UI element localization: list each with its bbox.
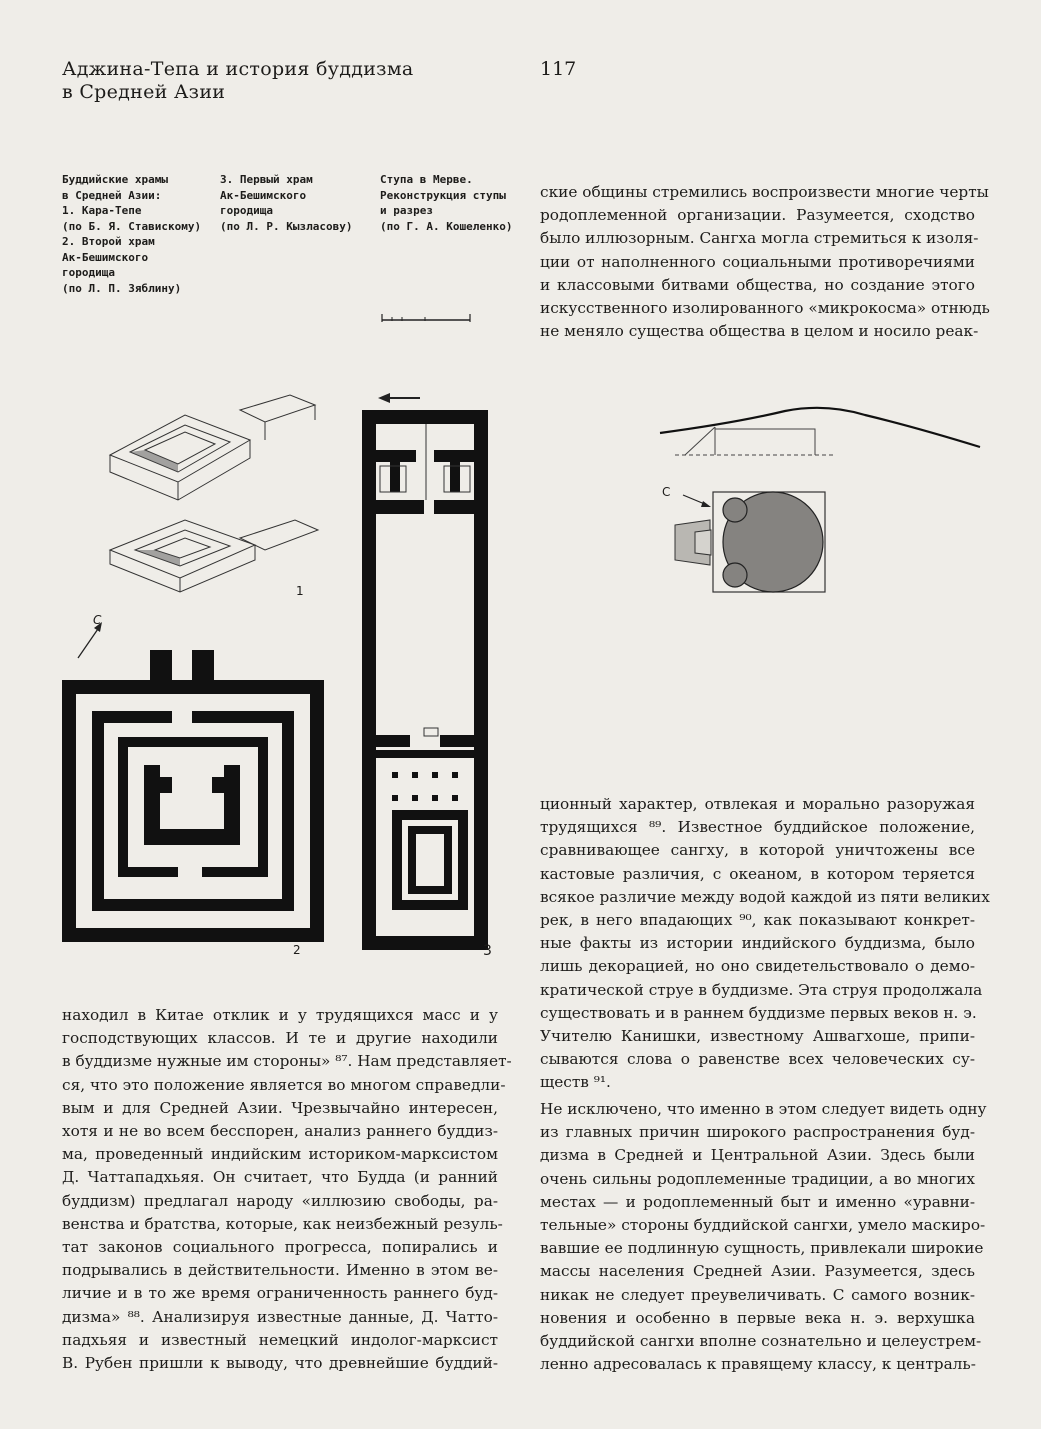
text-line: местах — и родоплеменный быт и именно «уравни- (540, 1192, 975, 1211)
text-line: вавшие ее подлинную сущность, привлекали широкие (540, 1239, 984, 1258)
figure-1-isometric-plans (90, 380, 320, 600)
text-line: ма, проведенный индийским историком-марксистом (62, 1145, 498, 1164)
text-line: ские общины стремились воспроизвести многие черты (540, 183, 989, 201)
text-line: тат законов социального прогресса, попирались и (62, 1238, 498, 1257)
text-line: ленно адресовалась к правящему классу, к централь- (540, 1355, 976, 1374)
text-line: никак не следует преувеличивать. С самого возник- (540, 1285, 975, 1304)
text-left-bottom (62, 1004, 512, 1375)
text-line: буддизм) предлагал народу «иллюзию свободы, ра- (62, 1191, 498, 1210)
caption-line: (по Г. А. Кошеленко) (380, 219, 513, 233)
text-line: из главных причин широкого распространения буд- (540, 1123, 975, 1142)
text-line: сываются слова о равенстве всех человеческих су- (540, 1050, 975, 1069)
text-line: рек, в него впадающих ⁹⁰, как показывают конкрет- (540, 911, 975, 930)
text-line: венства и братства, которые, как неизбежный резуль- (62, 1214, 503, 1233)
caption-line: 3. Первый храм (220, 173, 313, 186)
caption-line: Буддийские храмы (62, 173, 168, 186)
caption-line: Ступа в Мерве. (380, 173, 473, 186)
text-line: массы населения Средней Азии. Разумеется, здесь (540, 1262, 975, 1281)
caption-line: (по Л. П. Зяблину) (62, 281, 182, 295)
figure-3-number: 3 (483, 943, 492, 959)
caption-line: (по Б. Я. Ставискому) (62, 219, 202, 233)
text-line: ные факты из истории индийского буддизма, было (540, 934, 975, 953)
stupa-plan-drawing (655, 480, 855, 605)
figure-2-temple-plan (62, 645, 324, 945)
figure-2-number: 2 (293, 943, 301, 957)
text-line: всякое различие между водой каждой из пяти великих (540, 887, 990, 906)
text-line: Д. Чаттападхьяя. Он считает, что Будда (и ранний (62, 1168, 498, 1187)
text-line: хотя и не во всем бесспорен, анализ раннего буддиз- (62, 1122, 498, 1141)
text-line: вым и для Средней Азии. Чрезвычайно интересен, (62, 1098, 498, 1117)
text-line: господствующих классов. И те и другие находили (62, 1029, 498, 1048)
text-line: лишь декорацией, но оно свидетельствовало о демо- (540, 957, 975, 976)
caption-line: 1. Кара-Тепе (62, 204, 142, 217)
text-line: родоплеменной организации. Разумеется, сходство (540, 206, 975, 225)
caption-line: Ак-Бешимского (62, 250, 149, 264)
running-title-line2: в Средней Азии (62, 81, 226, 103)
caption-line: в Средней Азии: (62, 188, 162, 202)
north-label: С (93, 613, 102, 627)
text-line: и классовыми битвами общества, но создание этого (540, 275, 975, 294)
caption-line: Ак-Бешимского (220, 188, 307, 202)
page-number: 117 (540, 58, 577, 80)
bleed-through-right-top (655, 52, 1035, 102)
text-line: личие и в то же время ограниченность раннего буд- (62, 1284, 498, 1303)
text-line: подрывались в действительности. Именно в этом ве- (62, 1261, 498, 1280)
text-line: новения и особенно в первые века н. э. верхушка (540, 1308, 975, 1327)
text-line: В. Рубен пришли к выводу, что древнейшие буддий- (62, 1354, 498, 1373)
caption-line: 2. Второй храм (62, 235, 155, 248)
text-line: сравнивающее сангху, в которой уничтожены все (540, 841, 975, 860)
text-line: дизма» ⁸⁸. Анализируя известные данные, Д. Чатто- (62, 1307, 498, 1326)
text-line: Не исключено, что именно в этом следует видеть одну (540, 1100, 987, 1118)
text-line: в буддизме нужные им стороны» ⁸⁷. Нам представляет- (62, 1052, 512, 1071)
text-right-mid (540, 793, 990, 1095)
caption-line: Реконструкция ступы (380, 188, 506, 202)
text-line: существовать и в раннем буддизме первых веков н. э. (540, 1003, 977, 1022)
caption-line: городища (220, 204, 273, 217)
caption-line: и разрез (380, 204, 433, 217)
stupa-section-drawing (655, 405, 985, 475)
text-line: ционный характер, отвлекая и морально разоружая (540, 795, 975, 813)
text-line: ции от наполненного социальными противоречиями (540, 252, 975, 271)
text-line: Учителю Канишки, известному Ашвагхоше, припи- (540, 1027, 975, 1046)
text-line: находил в Китае отклик и у трудящихся масс и у (62, 1006, 498, 1024)
caption-group-3 (380, 172, 512, 234)
caption-group-1 (62, 172, 201, 296)
text-line: падхьяя и известный немецкий индолог-марксист (62, 1330, 498, 1349)
caption-group-2 (220, 172, 352, 234)
text-line: трудящихся ⁸⁹. Известное буддийское положение, (540, 818, 975, 837)
running-title (62, 58, 414, 104)
text-right-top (540, 181, 990, 343)
running-title-line1: Аджина-Тепа и история буддизма (62, 58, 414, 80)
text-line: ществ ⁹¹. (540, 1073, 611, 1092)
text-line: искусственного изолированного «микрокосма» отнюдь (540, 299, 990, 318)
text-line: было иллюзорным. Сангха могла стремиться к изоля- (540, 229, 979, 248)
caption-line: городища (62, 266, 115, 279)
text-line: очень сильны родоплеменные традиции, а во многих (540, 1169, 975, 1188)
scale-bar (380, 310, 480, 326)
text-line: кратической струе в буддизме. Эта струя продолжала (540, 980, 983, 999)
text-line: буддийской сангхи вполне сознательно и целеустрем- (540, 1332, 982, 1351)
text-line: не меняло существа общества в целом и носило реак- (540, 322, 979, 341)
figure-1-number: 1 (296, 584, 304, 598)
text-line: ся, что это положение является во многом справедли- (62, 1075, 506, 1094)
text-line: кастовые различия, с океаном, в котором теряется (540, 864, 975, 883)
north-label: С (662, 485, 671, 499)
text-right-bottom (540, 1098, 987, 1376)
text-line: дизма в Средней и Центральной Азии. Здесь были (540, 1146, 975, 1165)
figure-3-temple-plan (350, 390, 500, 955)
text-line: тельные» стороны буддийской сангхи, умело маскиро- (540, 1216, 986, 1235)
caption-line: (по Л. Р. Кызласову) (220, 219, 353, 233)
